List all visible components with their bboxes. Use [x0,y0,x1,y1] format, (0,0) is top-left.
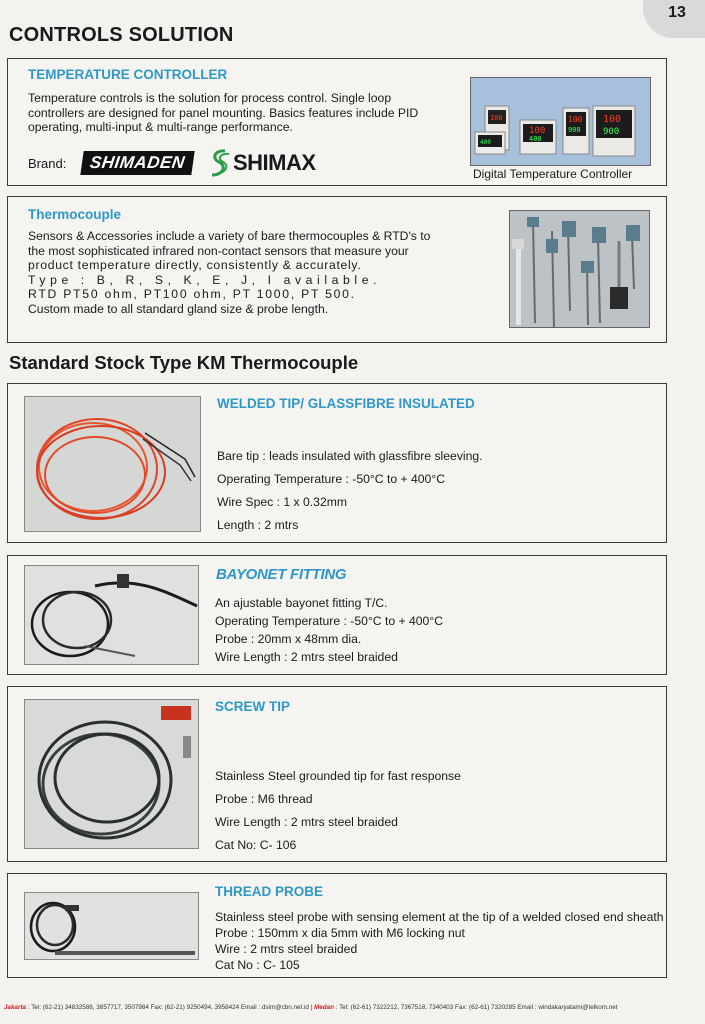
controller-reading: 900 [568,126,581,134]
shimaden-logo: SHIMADEN [81,151,195,175]
thermocouple-text-line: product temperature directly, consistently & accurately. [28,258,362,273]
welded-tip-line: Length : 2 mtrs [217,518,299,532]
thermocouple-probes-image [509,210,650,328]
temperature-controller-text-line: operating, multi-input & multi-range performance. [28,120,293,135]
digital-controller-image [470,77,651,166]
controller-reading: 100 [568,115,583,124]
welded-tip-heading: WELDED TIP/ GLASSFIBRE INSULATED [217,396,475,411]
screw-tip-line: Stainless Steel grounded tip for fast response [215,769,461,783]
controller-reading: 900 [603,127,620,137]
welded-tip-line: Bare tip : leads insulated with glassfibre sleeving. [217,449,483,463]
welded-tip-wire-image [24,396,201,532]
bayonet-fitting-line: Operating Temperature : -50°C to + 400°C [215,614,444,628]
bayonet-fitting-heading: BAYONET FITTING [216,566,347,583]
shimax-swirl-icon [207,148,233,178]
screw-tip-image [24,699,199,849]
footer-contact-medan: : Tel: (62-61) 7322212, 7367518, 7340403 Fax: (62-61) 7320285 Email : windakaryatami@telkom.net [335,1004,618,1011]
thread-probe-line: Stainless steel probe with sensing element at the tip of a welded closed end sheath [215,910,664,924]
thread-probe-line: Probe : 150mm x dia 5mm with M6 locking nut [215,926,465,940]
thread-probe-line: Cat No : C- 105 [215,958,300,972]
thread-probe-line: Wire : 2 mtrs steel braided [215,942,358,956]
standard-stock-title: Standard Stock Type KM Thermocouple [9,352,359,373]
controller-reading: 100 [490,114,503,122]
shimax-text: SHIMAX [232,150,316,175]
controller-reading: 100 [603,114,622,125]
thermocouple-text-line: the most sophisticated infrared non-contact sensors that measure your [28,243,409,258]
controller-reading: 400 [480,139,491,146]
brand-label: Brand: [28,155,67,171]
footer-separator: | [310,1004,313,1011]
digital-controller-caption: Digital Temperature Controller [473,167,633,181]
footer-contacts [4,1004,618,1011]
section-title: CONTROLS SOLUTION [9,24,234,46]
brand-row [28,148,316,178]
thermocouple-text-line: Custom made to all standard gland size & probe length. [28,301,329,316]
bayonet-fitting-line: Wire Length : 2 mtrs steel braided [215,650,398,664]
bayonet-fitting-image [24,565,199,665]
temperature-controller-text [28,91,458,135]
temperature-controller-heading: TEMPERATURE CONTROLLER [28,67,228,82]
thermocouple-text-line: Type : B, R, S, K, E, J, I available. [28,272,382,287]
shimax-logo [207,148,316,178]
footer-contact-jakarta: : Tel: (62-21) 34832588, 3857717, 3507984 Fax: (62-21) 9250494, 3958424 Email : dsim@cbn.net.id [27,1004,309,1011]
footer-city-jakarta: Jakarta [4,1004,27,1011]
thermocouple-text [28,229,468,317]
bayonet-fitting-line: An ajustable bayonet fitting T/C. [215,596,388,610]
thread-probe-heading: THREAD PROBE [215,884,324,899]
temperature-controller-text-line: controllers are designed for panel mounting. Basics features include PID [28,105,419,120]
thread-probe-image [24,892,199,960]
screw-tip-line: Wire Length : 2 mtrs steel braided [215,815,398,829]
bayonet-fitting-line: Probe : 20mm x 48mm dia. [215,632,362,646]
screw-tip-heading: SCREW TIP [215,699,291,714]
footer-city-medan: Medan [314,1004,334,1011]
controller-reading: 400 [529,135,542,143]
thermocouple-heading: Thermocouple [28,207,122,222]
controller-reading: 100 [529,126,546,136]
page-number: 13 [643,0,705,38]
screw-tip-line: Cat No: C- 106 [215,838,297,852]
welded-tip-line: Wire Spec : 1 x 0.32mm [217,495,348,509]
temperature-controller-text-line: Temperature controls is the solution for process control. Single loop [28,91,392,105]
screw-tip-line: Probe : M6 thread [215,792,313,806]
thermocouple-text-line: Sensors & Accessories include a variety of bare thermocouples & RTD's to [28,229,431,243]
welded-tip-line: Operating Temperature : -50°C to + 400°C [217,472,446,486]
thermocouple-text-line: RTD PT50 ohm, PT100 ohm, PT 1000, PT 500. [28,287,356,302]
